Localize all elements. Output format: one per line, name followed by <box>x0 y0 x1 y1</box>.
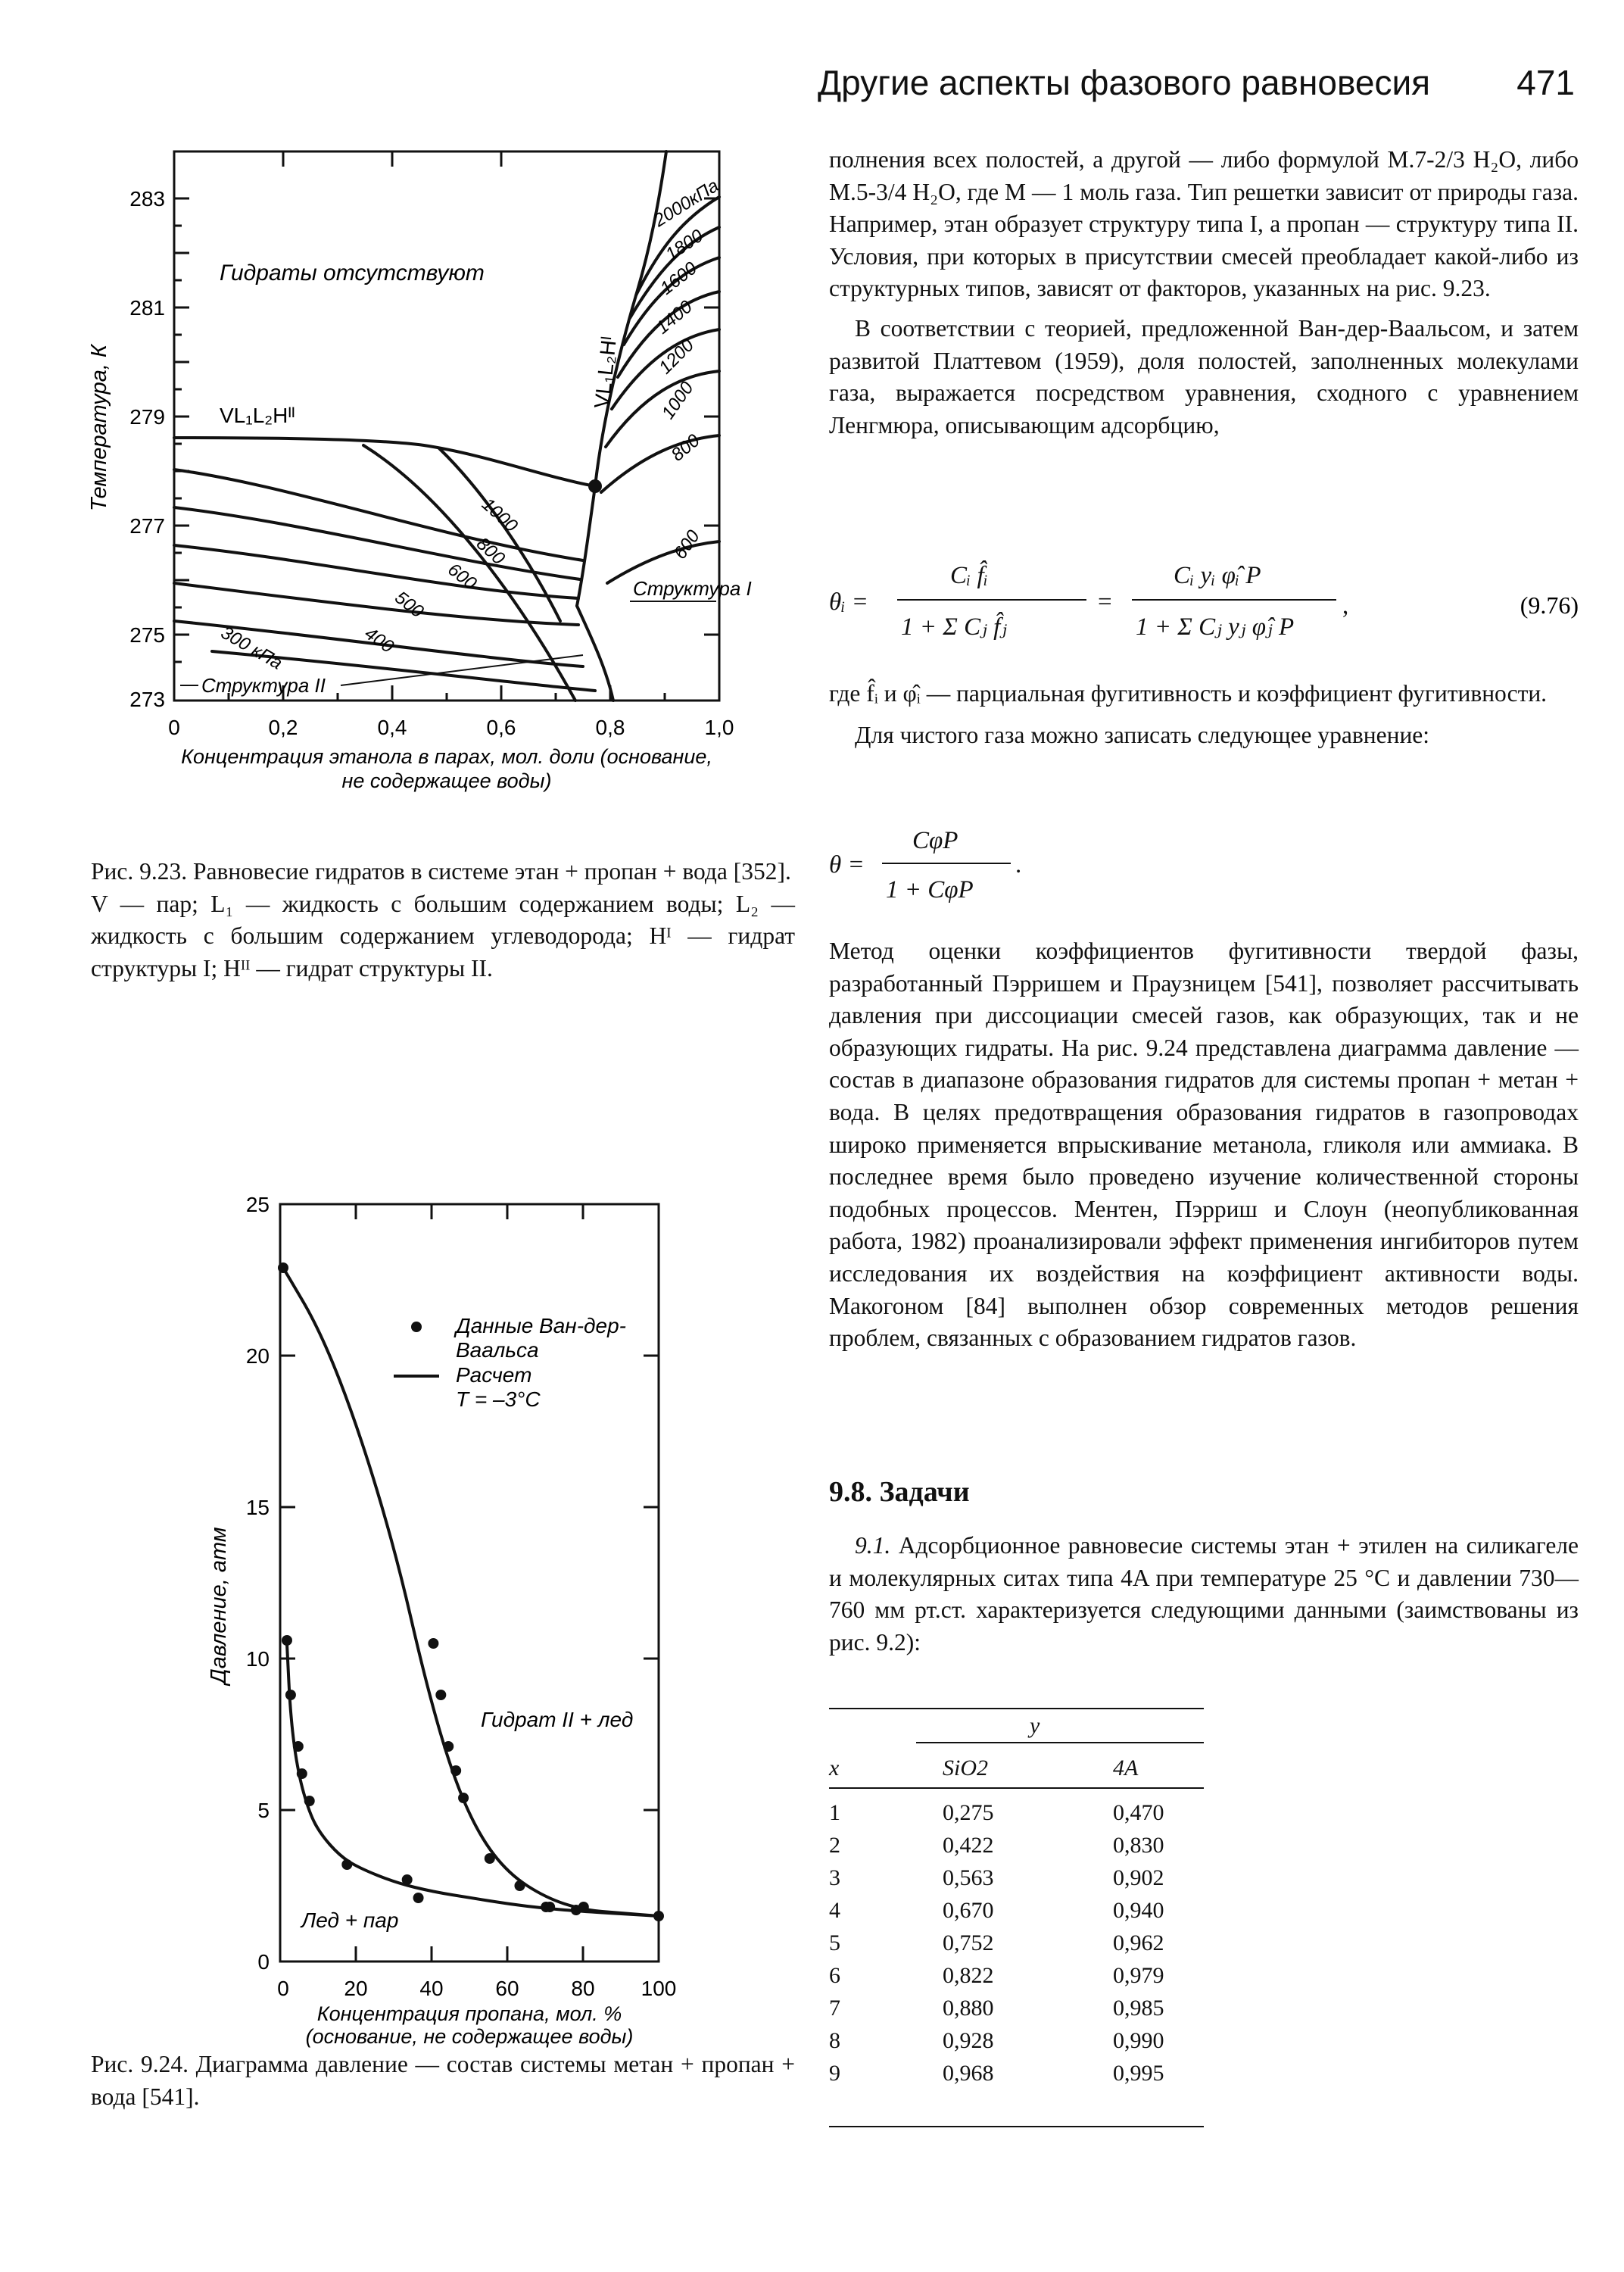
table-row <box>829 1959 1204 1992</box>
equation-pure-gas <box>829 818 1132 916</box>
table-row <box>829 1992 1204 2024</box>
fig1-x-axis-label-1: Концентрация этанола в парах, мол. доли (основание, <box>181 745 712 768</box>
fig1-isobar-label-600: 600 <box>444 559 481 595</box>
fig1-x-tick-labels <box>168 716 734 739</box>
caption-fig-9-23 <box>91 856 795 985</box>
table-cell-sio2: 0,275 <box>943 1799 994 1825</box>
fig1-curve-structure-boundary <box>577 486 595 606</box>
table-body <box>829 1788 1204 2089</box>
fig2-legend-line-1: Расчет <box>456 1363 532 1387</box>
fig2-legend-points-2: Ваальса <box>456 1338 539 1362</box>
eq2-num: CφP <box>912 827 959 854</box>
fig2-data-point <box>458 1793 469 1803</box>
fig1-xtick-04: 0,4 <box>377 716 407 739</box>
fig1-isobar-label-2000: 2000кПа <box>650 175 723 232</box>
fig1-isobar-label-300: 300 кПа <box>217 622 286 674</box>
equation-9-76 <box>829 545 1579 659</box>
eq2-den: 1 + CφP <box>886 876 974 903</box>
fig1-isobar-label-1800: 1800 <box>662 225 707 265</box>
table-cell-x: 1 <box>829 1799 840 1825</box>
table-cell-4a: 0,962 <box>1113 1930 1164 1955</box>
table-col-4a: 4A <box>1113 1755 1139 1780</box>
fig2-xtick-60: 60 <box>495 1977 519 2000</box>
fig2-data-point <box>450 1765 461 1776</box>
figure-9-23 <box>61 136 803 856</box>
fig1-isobar-label-1000: 1000 <box>477 494 522 537</box>
page-number: 471 <box>1516 63 1575 102</box>
fig2-ytick-10: 10 <box>245 1647 270 1671</box>
table-cell-4a: 0,995 <box>1113 2060 1164 2086</box>
table-cell-x: 9 <box>829 2060 840 2086</box>
fig2-calc-line-ice <box>287 1643 659 1916</box>
table-row <box>829 2057 1204 2089</box>
fig2-data-point <box>402 1874 413 1885</box>
eq-num2: Cᵢ yᵢ φ̂ᵢ P <box>1174 562 1261 589</box>
fig1-isobar-label-800: 800 <box>472 533 509 570</box>
eq-num1: Cᵢ f̂ᵢ <box>950 562 988 589</box>
fig2-x-axis-label-1: Концентрация пропана, мол. % <box>316 2002 622 2025</box>
paragraph-4: Для чистого газа можно записать следующее уравнение: <box>855 721 1430 748</box>
fig1-label-no-hydrates: Гидраты отсутствуют <box>220 261 485 286</box>
table-cell-4a: 0,985 <box>1113 1995 1164 2021</box>
figure-9-24 <box>189 1181 719 2048</box>
running-title: Другие аспекты фазового равновесия <box>818 63 1431 102</box>
table-cell-4a: 0,830 <box>1113 1832 1164 1858</box>
table-cell-sio2: 0,880 <box>943 1995 994 2021</box>
running-header <box>818 62 1575 115</box>
fig2-data-point <box>413 1893 424 1903</box>
fig2-xtick-80: 80 <box>571 1977 595 2000</box>
eq-den2: 1 + Σ Cⱼ yⱼ φ̂ⱼ P <box>1136 613 1295 641</box>
table-cell-x: 6 <box>829 1962 840 1988</box>
table-top-rule <box>829 1708 1204 1709</box>
fig1-isobar-label-1000r: 1000 <box>657 378 698 423</box>
table-cell-x: 7 <box>829 1995 840 2021</box>
fig2-y-axis-label: Давление, атм <box>207 1527 231 1684</box>
fig2-xtick-20: 20 <box>344 1977 368 2000</box>
problem-9-1 <box>829 1530 1579 1659</box>
fig2-data-point <box>544 1902 555 1912</box>
fig2-ytick-15: 15 <box>245 1496 270 1519</box>
fig2-data-point <box>282 1635 292 1646</box>
fig2-data-point <box>285 1690 296 1700</box>
eq-comma: , <box>1342 592 1349 619</box>
paragraph-1: полнения всех полостей, а другой — либо формулой M.7-2/3 H₂O, либо M.5-3/4 H₂O, где M — 1 моль газа. Тип решетки зависит от природы газа. Например, этан образует структуру типа I, а пропан — структуру типа II. Условия, при которых в присутствии смесей преобладает какой-либо из структурных типов, зависят от факторов, указанных на рис. 9.23. <box>829 146 1579 302</box>
table-row <box>829 1894 1204 1927</box>
fig1-curve-lower-boundary <box>577 606 613 701</box>
paragraph-3: где f̂ᵢ и φ̂ᵢ — парциальная фугитивность и коэффициент фугитивности. <box>829 680 1548 707</box>
paragraph-2: В соответствии с теорией, предложенной Ван-дер-Ваальсом, и затем развитой Платтевом (1959), доля полостей, заполненных молекулами газа, выражается посредством уравнения, сходного с уравнением Ленгмюра, описывающим адсорбцию, <box>829 314 1579 438</box>
fig1-ytick-273: 273 <box>129 688 165 711</box>
fig2-region-hydrate-ice: Гидрат II + лед <box>481 1708 634 1731</box>
table-cell-sio2: 0,563 <box>943 1865 994 1890</box>
eq-number: (9.76) <box>1520 591 1579 619</box>
fig2-data-point <box>428 1638 438 1649</box>
fig1-ytick-279: 279 <box>129 405 165 429</box>
fig1-label-vl1l2h1: VL₁L₂Hᴵ <box>590 335 621 410</box>
fig2-data-point <box>293 1741 304 1752</box>
eq-equals: = <box>1098 588 1112 616</box>
table-cell-4a: 0,990 <box>1113 2027 1164 2053</box>
fig2-data-point <box>341 1859 352 1870</box>
fig1-isobar-label-1200: 1200 <box>655 335 698 379</box>
table-row <box>829 1927 1204 1959</box>
fig2-ytick-0: 0 <box>257 1950 270 1974</box>
table-cell-sio2: 0,822 <box>943 1962 994 1988</box>
section-title: 9.8. Задачи <box>829 1476 970 1508</box>
fig1-structure2-arrow-right <box>341 655 583 685</box>
table-col-x: x <box>829 1755 840 1780</box>
table-cell-sio2: 0,928 <box>943 2027 994 2053</box>
fig2-data-point <box>278 1262 288 1273</box>
fig2-legend-point-marker <box>411 1322 422 1332</box>
fig1-label-structure1: Структура I <box>633 577 752 600</box>
table-header-row <box>829 1749 1204 1788</box>
fig2-ytick-5: 5 <box>257 1799 270 1822</box>
fig2-xtick-0: 0 <box>277 1977 289 2000</box>
right-column-main <box>829 935 1579 1355</box>
fig2-legend-points-1: Данные Ван-дер- <box>456 1314 626 1337</box>
table-bottom-rule <box>829 2126 1204 2127</box>
fig1-ytick-275: 275 <box>129 623 165 647</box>
fig1-xtick-02: 0,2 <box>268 716 298 739</box>
fig1-ytick-277: 277 <box>129 514 165 538</box>
fig2-xtick-40: 40 <box>419 1977 444 2000</box>
table-cell-sio2: 0,670 <box>943 1897 994 1923</box>
fig1-xtick-08: 0,8 <box>595 716 625 739</box>
table-cell-4a: 0,979 <box>1113 1962 1164 1988</box>
table-col-sio2: SiO2 <box>943 1755 988 1780</box>
table-cell-x: 4 <box>829 1897 840 1923</box>
fig1-ytick-281: 281 <box>129 296 165 320</box>
fig1-isobar-label-500: 500 <box>391 587 428 623</box>
table-cell-sio2: 0,752 <box>943 1930 994 1955</box>
fig2-ytick-25: 25 <box>245 1193 270 1216</box>
caption1-legend: V — пар; L₁ — жидкость с большим содержанием воды; L₂ — жидкость с большим содержанием углеводорода; Hᴵ — гидрат структуры I; Hᴵᴵ — гидрат структуры II. <box>91 890 795 982</box>
fig2-data-point <box>571 1905 581 1915</box>
table-y-header: y <box>1030 1713 1040 1738</box>
fig2-legend-line-2: T = –3°C <box>456 1387 541 1411</box>
eq2-period: . <box>1015 851 1022 879</box>
table-cell-sio2: 0,968 <box>943 2060 994 2086</box>
fig1-isobar-label-400: 400 <box>360 623 397 657</box>
table-cell-x: 8 <box>829 2027 840 2053</box>
data-table <box>829 1749 1204 2089</box>
fig1-ytick-283: 283 <box>129 187 165 211</box>
fig2-data-point <box>653 1911 664 1921</box>
fig2-region-ice-vapor: Лед + пар <box>301 1908 399 1932</box>
right-column-top <box>829 144 1579 442</box>
fig1-quadruple-point <box>588 479 602 493</box>
fig1-label-vl1l2h2: VL₁L₂Hᴵᴵ <box>220 404 295 427</box>
table-cell-4a: 0,940 <box>1113 1897 1164 1923</box>
table-cell-4a: 0,902 <box>1113 1865 1164 1890</box>
paragraph-5: Метод оценки коэффициентов фугитивности твердой фазы, разработанный Пэрришем и Праузницем [541], позволяет рассчитывать давления при диссоциации смесей газов, как образующих, так и не образующих гидраты. На рис. 9.24 представлена диаграмма давление — состав в диапазоне образования гидратов для системы пропан + метан + вода. В целях предотвращения образования гидратов в газопроводах широко применяется впрыскивание метанола, гликоля или аммиака. В последнее время было проведено изучение количественной стороны подобных процессов. Ментен, Пэрриш и Слоун (неопубликованная работа, 1982) проанализировали эффект применения ингибиторов путем исследования их воздействия на коэффициент активности воды. Макогоном [84] выполнен обзор современных методов решения проблем, связанных с образованием гидратов газов. <box>829 938 1579 1352</box>
fig2-data-point <box>443 1741 454 1752</box>
problem-text: Адсорбционное равновесие системы этан + этилен на силикагеле и молекулярных ситах типа 4A при температуре 25 °C и давлении 730—760 мм рт.ст. характеризуется следующими данными (заимствованы из рис. 9.2): <box>829 1532 1579 1656</box>
fig1-y-tick-labels <box>129 187 165 711</box>
fig1-isobar-label-1600: 1600 <box>656 257 701 299</box>
eq-den1: 1 + Σ Cⱼ f̂ⱼ <box>901 613 1007 641</box>
fig2-data-point <box>485 1853 495 1864</box>
problem-number: 9.1. <box>855 1532 891 1559</box>
fig2-x-axis-label-2: (основание, не содержащее воды) <box>305 2025 634 2048</box>
table-y-rule <box>916 1742 1204 1743</box>
fig2-data-point <box>514 1880 525 1891</box>
fig2-data-point <box>297 1768 307 1779</box>
table-row <box>829 2024 1204 2057</box>
caption2-text: Рис. 9.24. Диаграмма давление — состав системы метан + пропан + вода [541]. <box>91 2051 795 2110</box>
table-row <box>829 1788 1204 1829</box>
fig2-xtick-100: 100 <box>641 1977 677 2000</box>
caption1-title: Рис. 9.23. Равновесие гидратов в системе этан + пропан + вода [352]. <box>91 858 791 885</box>
fig2-ytick-20: 20 <box>245 1344 270 1368</box>
table-row <box>829 1829 1204 1862</box>
table-cell-4a: 0,470 <box>1113 1799 1164 1825</box>
fig1-xtick-06: 0,6 <box>486 716 516 739</box>
fig1-isobar-label-800r: 800 <box>667 430 704 466</box>
fig1-y-axis-label: Температура, К <box>87 344 111 512</box>
table-row <box>829 1862 1204 1894</box>
eq-lhs: θᵢ = <box>829 588 868 616</box>
table-cell-sio2: 0,422 <box>943 1832 994 1858</box>
fig1-isobar-label-600r: 600 <box>669 526 704 563</box>
table-cell-x: 2 <box>829 1832 840 1858</box>
fig1-isobar-label-1400: 1400 <box>652 296 697 339</box>
fig1-x-axis-label-2: не содержащее воды) <box>341 769 552 792</box>
table-cell-x: 3 <box>829 1865 840 1890</box>
eq2-lhs: θ = <box>829 851 865 879</box>
fig1-curve-vl1l2h2 <box>174 438 595 486</box>
caption-fig-9-24 <box>91 2049 795 2113</box>
fig2-data-point <box>304 1796 315 1806</box>
fig2-data-point <box>435 1690 446 1700</box>
fig1-xtick-0: 0 <box>168 716 180 739</box>
fig1-label-structure2: Структура II <box>201 674 326 697</box>
table-cell-x: 5 <box>829 1930 840 1955</box>
right-column-mid <box>829 678 1579 751</box>
fig1-xtick-10: 1,0 <box>704 716 734 739</box>
